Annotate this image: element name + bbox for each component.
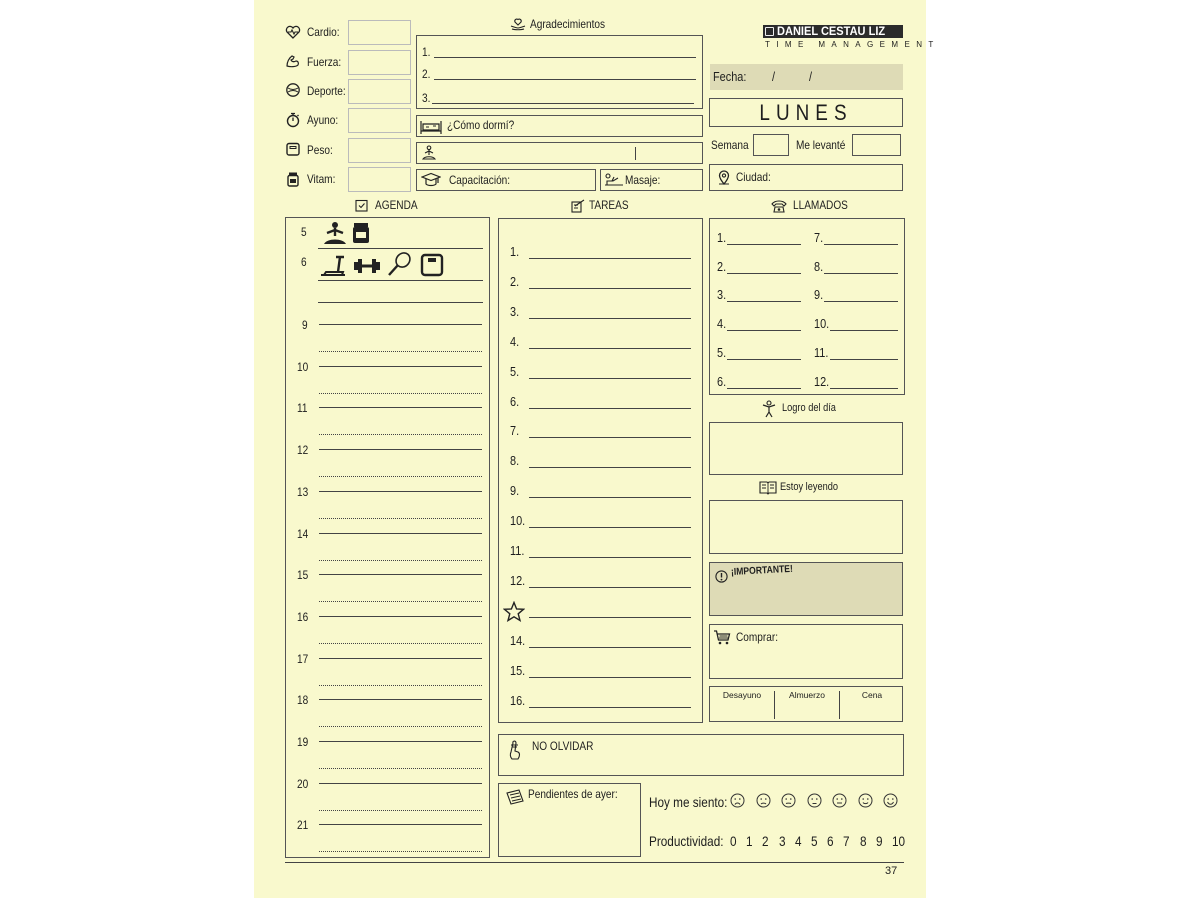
mood-happy-icon[interactable] — [858, 793, 873, 808]
call-number: 1. — [717, 230, 727, 245]
agenda-line[interactable] — [319, 741, 482, 742]
task-number: 8. — [510, 453, 520, 469]
no-olvidar-box[interactable] — [498, 734, 904, 776]
agenda-line[interactable] — [319, 491, 482, 492]
pill-jar-icon — [352, 222, 370, 244]
bed-icon — [420, 118, 442, 135]
agenda-hour-21: 21 — [297, 818, 309, 833]
call-line[interactable] — [727, 330, 801, 331]
meal-desayuno[interactable]: Desayuno — [722, 690, 762, 700]
productividad-value[interactable]: 7 — [843, 833, 850, 849]
agenda-hour-11: 11 — [297, 401, 308, 416]
me-levante-input[interactable] — [852, 134, 901, 156]
leyendo-box[interactable] — [709, 500, 903, 554]
task-number: 11. — [510, 543, 525, 558]
meditation-divider — [635, 147, 636, 160]
ciudad-box[interactable] — [709, 164, 903, 191]
logro-title: Logro del día — [782, 402, 836, 414]
agenda-line[interactable] — [319, 533, 482, 534]
agenda-hour-19: 19 — [297, 735, 309, 749]
task-number: 12. — [510, 572, 526, 588]
call-number: 9. — [814, 287, 824, 303]
task-number: 1. — [510, 244, 520, 259]
no-olvidar-title: NO OLVIDAR — [532, 739, 594, 753]
task-line[interactable] — [529, 617, 691, 618]
call-line[interactable] — [830, 388, 898, 389]
agenda-half-hour-line[interactable] — [319, 518, 482, 519]
agenda-hour-14: 14 — [297, 526, 309, 541]
gratitude-title: Agradecimientos — [530, 17, 606, 31]
productividad-value[interactable]: 5 — [811, 833, 818, 849]
importante-box[interactable] — [709, 562, 903, 616]
brand-name: DANIEL CESTAU LIZ — [777, 24, 886, 38]
agenda-hour-10: 10 — [297, 359, 309, 374]
gratitude-line-1[interactable] — [434, 57, 696, 58]
semana-input[interactable] — [753, 134, 789, 156]
tareas-title: TAREAS — [589, 198, 629, 212]
task-number: 14. — [510, 632, 526, 648]
masaje-box[interactable] — [600, 169, 703, 191]
mood-sad-icon[interactable] — [756, 793, 771, 808]
agenda-half-hour-line[interactable] — [319, 851, 482, 852]
fecha-box[interactable] — [710, 64, 903, 90]
task-number: 3. — [510, 303, 520, 319]
meditation-box[interactable] — [416, 142, 703, 164]
agenda-half-hour-line[interactable] — [319, 685, 482, 686]
ball-icon — [285, 82, 301, 98]
call-number: 6. — [717, 373, 727, 389]
fecha-sep-1: / — [772, 69, 776, 84]
heart-hands-icon — [510, 16, 526, 32]
agenda-half-hour-line[interactable] — [319, 726, 482, 727]
call-number: 3. — [717, 287, 727, 303]
task-line[interactable] — [529, 288, 691, 289]
weight-scale-icon — [420, 253, 444, 277]
task-number: 4. — [510, 333, 520, 349]
productividad-value[interactable]: 4 — [794, 833, 802, 849]
trophy-person-icon — [761, 400, 777, 418]
graduation-cap-icon — [421, 172, 441, 188]
call-number: 12. — [814, 373, 830, 389]
exclamation-circle-icon — [715, 570, 728, 583]
agenda-line[interactable] — [319, 699, 482, 700]
task-number: 2. — [510, 273, 520, 289]
task-line[interactable] — [529, 497, 691, 498]
productividad-value[interactable]: 8 — [859, 833, 867, 849]
task-line[interactable] — [529, 258, 691, 259]
capacitacion-label: Capacitación: — [449, 173, 511, 187]
sleep-label: ¿Cómo dormí? — [447, 118, 515, 132]
importante-title: ¡IMPORTANTE! — [730, 563, 794, 578]
llamados-box — [709, 218, 905, 395]
agenda-line[interactable] — [319, 616, 482, 617]
task-line[interactable] — [529, 318, 691, 319]
fecha-sep-2: / — [809, 69, 813, 84]
fuerza-label: Fuerza: — [307, 55, 342, 69]
sleep-box[interactable] — [416, 115, 703, 137]
fecha-label: Fecha: — [713, 69, 747, 84]
mood-very-happy-icon[interactable] — [883, 793, 898, 808]
ciudad-label: Ciudad: — [736, 170, 771, 184]
agenda-hour-17: 17 — [297, 651, 309, 666]
call-line[interactable] — [727, 244, 801, 245]
task-line[interactable] — [529, 677, 691, 678]
call-line[interactable] — [727, 301, 801, 302]
agenda-line[interactable] — [319, 407, 482, 408]
productividad-value[interactable]: 10 — [892, 833, 906, 849]
agenda-line[interactable] — [319, 824, 482, 825]
agenda-line-6[interactable] — [318, 280, 483, 281]
pendientes-title: Pendientes de ayer: — [528, 787, 618, 801]
agenda-half-hour-line[interactable] — [319, 810, 482, 811]
gratitude-line-2[interactable] — [434, 79, 696, 80]
productividad-value[interactable]: 3 — [778, 833, 786, 849]
logo-mark-icon — [765, 27, 774, 36]
agenda-half-hour-line[interactable] — [319, 560, 482, 561]
location-pin-icon — [716, 170, 732, 186]
logro-box[interactable] — [709, 422, 903, 475]
call-number: 10. — [814, 316, 830, 332]
me-levante-label: Me levanté — [796, 138, 846, 152]
agenda-hour-13: 13 — [297, 484, 309, 499]
call-number: 11. — [814, 344, 829, 360]
call-number: 2. — [717, 258, 727, 274]
task-line[interactable] — [529, 378, 691, 379]
fuerza-input[interactable] — [348, 50, 411, 75]
finger-string-icon — [507, 740, 523, 760]
vitam-input[interactable] — [348, 167, 411, 192]
mood-neutral-icon[interactable] — [807, 793, 822, 808]
pendientes-box[interactable] — [498, 783, 641, 857]
bottom-rule — [285, 862, 904, 863]
day-name: LUNES — [759, 100, 853, 125]
agenda-half-hour-line[interactable] — [319, 601, 482, 602]
massage-icon — [604, 172, 624, 188]
treadmill-icon — [319, 254, 347, 278]
task-line[interactable] — [529, 408, 691, 409]
agenda-hour-12: 12 — [297, 443, 309, 458]
task-line[interactable] — [529, 437, 691, 438]
mood-flat-icon[interactable] — [832, 793, 847, 808]
call-line[interactable] — [727, 359, 801, 360]
agenda-hour-5: 5 — [301, 225, 307, 239]
day-box — [709, 98, 903, 127]
task-number: 6. — [510, 393, 520, 409]
page-number: 37 — [885, 865, 898, 877]
open-book-icon — [759, 480, 777, 495]
gratitude-item-3: 3. — [422, 91, 431, 105]
cardio-label: Cardio: — [307, 25, 340, 39]
agenda-hour-15: 15 — [297, 568, 309, 583]
agenda-line[interactable] — [319, 574, 482, 575]
agenda-half-hour-line[interactable] — [319, 643, 482, 644]
agenda-line[interactable] — [319, 658, 482, 659]
ayuno-label: Ayuno: — [307, 113, 339, 127]
productividad-value[interactable]: 2 — [762, 833, 769, 849]
agenda-half-hour-line[interactable] — [319, 351, 482, 352]
vitam-label: Vitam: — [307, 172, 336, 186]
meal-almuerzo[interactable]: Almuerzo — [789, 690, 825, 700]
gratitude-item-2: 2. — [422, 67, 431, 81]
agenda-line-6b[interactable] — [318, 302, 483, 303]
call-line[interactable] — [727, 273, 801, 274]
tareas-box — [498, 218, 703, 723]
productividad-label: Productividad: — [649, 833, 724, 849]
agenda-hour-18: 18 — [297, 693, 309, 708]
dumbbell-icon — [353, 258, 381, 274]
tennis-racket-icon — [387, 251, 413, 277]
task-line[interactable] — [529, 467, 691, 468]
peso-input[interactable] — [348, 138, 411, 163]
star-icon — [503, 601, 525, 623]
agenda-line-5[interactable] — [318, 248, 483, 249]
task-line[interactable] — [529, 348, 691, 349]
stopwatch-icon — [285, 112, 301, 128]
vitamin-jar-icon — [285, 171, 301, 187]
yoga-pose-icon — [322, 221, 348, 247]
agenda-line[interactable] — [319, 366, 482, 367]
notepad-pen-icon — [571, 199, 585, 213]
llamados-title: LLAMADOS — [793, 198, 848, 212]
heart-pulse-icon — [285, 24, 301, 40]
agenda-hour-9: 9 — [302, 318, 308, 332]
semana-label: Semana — [711, 138, 749, 152]
gratitude-line-3[interactable] — [432, 103, 694, 104]
task-line[interactable] — [529, 587, 691, 588]
task-line[interactable] — [529, 707, 691, 708]
call-number: 5. — [717, 344, 727, 360]
agenda-box — [285, 217, 490, 858]
hoy-me-siento-label: Hoy me siento: — [649, 794, 728, 810]
leyendo-title: Estoy leyendo — [780, 481, 839, 493]
agenda-hour-6: 6 — [301, 255, 307, 269]
shopping-cart-icon — [713, 630, 731, 645]
agenda-title: AGENDA — [375, 198, 418, 212]
agenda-half-hour-line[interactable] — [319, 393, 482, 394]
call-line[interactable] — [824, 244, 898, 245]
scale-icon — [285, 141, 301, 157]
meditation-icon — [421, 145, 437, 161]
meals-box — [709, 686, 903, 722]
agenda-half-hour-line[interactable] — [319, 768, 482, 769]
call-number: 4. — [717, 316, 727, 332]
brand-tagline: TIME MANAGEMENT — [765, 40, 940, 49]
agenda-line[interactable] — [319, 783, 482, 784]
agenda-hour-20: 20 — [297, 776, 309, 791]
agenda-line[interactable] — [319, 324, 482, 325]
task-number: 9. — [510, 483, 520, 499]
comprar-box[interactable] — [709, 624, 903, 679]
agenda-half-hour-line[interactable] — [319, 476, 482, 477]
peso-label: Peso: — [307, 143, 333, 157]
deporte-label: Deporte: — [307, 84, 346, 98]
arm-muscle-icon — [285, 53, 301, 69]
task-number: 10. — [510, 513, 526, 529]
task-line[interactable] — [529, 647, 691, 648]
sticky-note-icon — [506, 789, 524, 805]
agenda-line[interactable] — [319, 449, 482, 450]
telephone-icon — [771, 198, 787, 214]
task-line[interactable] — [529, 527, 691, 528]
agenda-half-hour-line[interactable] — [319, 434, 482, 435]
mood-slightly-sad-icon[interactable] — [781, 793, 796, 808]
productividad-value[interactable]: 1 — [746, 833, 753, 849]
capacitacion-box[interactable] — [416, 169, 596, 191]
task-number: 15. — [510, 662, 526, 678]
calendar-icon — [355, 199, 368, 212]
call-line[interactable] — [824, 301, 898, 302]
call-number: 7. — [814, 230, 824, 245]
mood-very-sad-icon[interactable] — [730, 793, 745, 808]
ayuno-input[interactable] — [348, 108, 411, 133]
productividad-value[interactable]: 0 — [730, 833, 737, 849]
call-line[interactable] — [830, 330, 898, 331]
task-line[interactable] — [529, 557, 691, 558]
agenda-hour-16: 16 — [297, 609, 309, 624]
cardio-input[interactable] — [348, 20, 411, 45]
masaje-label: Masaje: — [625, 173, 661, 187]
call-line[interactable] — [824, 273, 898, 274]
gratitude-box — [416, 35, 703, 109]
planner-page — [254, 0, 940, 898]
meal-cena[interactable]: Cena — [861, 690, 883, 700]
call-line[interactable] — [830, 359, 898, 360]
gratitude-item-1: 1. — [422, 45, 431, 59]
deporte-input[interactable] — [348, 79, 411, 104]
task-number: 5. — [510, 363, 520, 379]
task-number: 7. — [510, 423, 520, 439]
productividad-value[interactable]: 9 — [875, 833, 883, 849]
task-number: 16. — [510, 692, 526, 708]
brand-logo — [763, 25, 903, 38]
call-line[interactable] — [727, 388, 801, 389]
productividad-value[interactable]: 6 — [827, 833, 834, 849]
comprar-title: Comprar: — [736, 630, 779, 644]
call-number: 8. — [814, 258, 824, 274]
